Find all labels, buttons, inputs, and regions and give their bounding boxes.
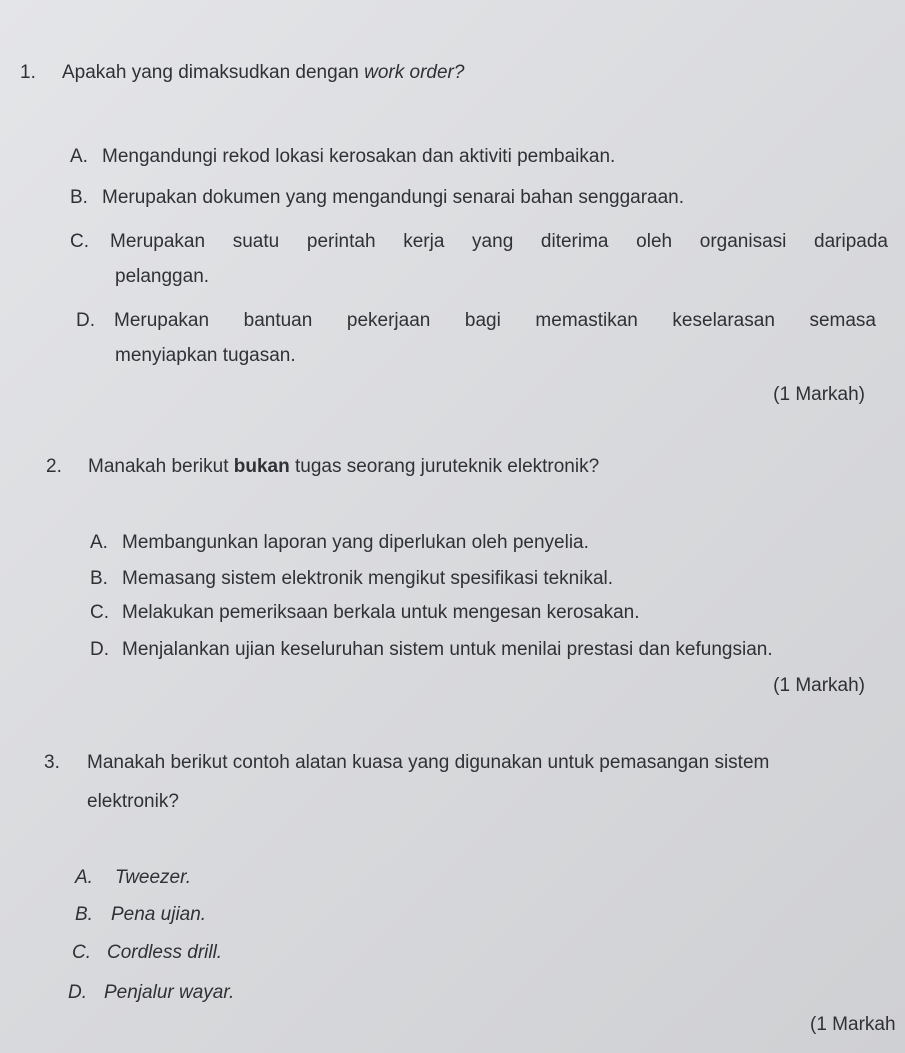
q2-text-bold: bukan <box>233 456 290 477</box>
q3-option-d: Penjalur wayar. <box>104 982 235 1003</box>
question-2-text <box>88 456 599 478</box>
q1-option-d-cont: menyiapkan tugasan. <box>115 345 296 366</box>
q1-option-b-letter: B. <box>70 187 88 208</box>
q1-marks: (1 Markah) <box>773 384 865 405</box>
q1-option-c-cont: pelanggan. <box>115 266 210 287</box>
question-1-text <box>62 62 464 84</box>
q2-marks: (1 Markah) <box>773 675 865 696</box>
question-3-text-cont: elektronik? <box>87 791 179 812</box>
q1-option-c-letter: C. <box>70 231 89 252</box>
q2-option-c-letter: C. <box>90 602 109 623</box>
q1-option-a: Mengandungi rekod lokasi kerosakan dan aktiviti pembaikan. <box>102 146 616 167</box>
q3-option-c: Cordless drill. <box>107 942 223 963</box>
q1-option-b: Merupakan dokumen yang mengandungi senarai bahan senggaraan. <box>102 187 685 208</box>
q2-option-b-letter: B. <box>90 568 108 589</box>
q1-option-d-letter: D. <box>76 310 95 331</box>
q1-option-c: Merupakan suatu perintah kerja yang diterima oleh organisasi daripada <box>110 231 888 252</box>
q3-option-d-letter: D. <box>68 982 87 1003</box>
q2-option-a-letter: A. <box>90 532 108 553</box>
q3-marks: (1 Markah <box>810 1014 896 1035</box>
q2-option-d-letter: D. <box>90 639 109 660</box>
q2-option-a: Membangunkan laporan yang diperlukan oleh penyelia. <box>122 532 589 553</box>
question-1-number: 1. <box>20 62 36 83</box>
q3-option-a: Tweezer. <box>115 867 192 888</box>
q1-option-d: Merupakan bantuan pekerjaan bagi memastikan keselarasan semasa <box>114 310 876 331</box>
question-1-text-prefix: Apakah yang dimaksudkan dengan <box>62 62 365 83</box>
q2-text-prefix: Manakah berikut <box>88 456 234 477</box>
q2-option-d: Menjalankan ujian keseluruhan sistem untuk menilai prestasi dan kefungsian. <box>122 639 773 660</box>
q3-option-b: Pena ujian. <box>111 904 207 925</box>
q3-option-a-letter: A. <box>75 867 93 888</box>
q2-option-c: Melakukan pemeriksaan berkala untuk mengesan kerosakan. <box>122 602 640 623</box>
question-3-text: Manakah berikut contoh alatan kuasa yang digunakan untuk pemasangan sistem <box>87 752 770 773</box>
q3-option-c-letter: C. <box>72 942 91 963</box>
question-2-number: 2. <box>46 456 62 477</box>
q3-option-b-letter: B. <box>75 904 93 925</box>
question-1-text-italic: work order? <box>364 62 465 83</box>
question-3-number: 3. <box>44 752 60 773</box>
q1-option-a-letter: A. <box>70 146 88 167</box>
q2-option-b: Memasang sistem elektronik mengikut spesifikasi teknikal. <box>122 568 614 589</box>
q2-text-suffix: tugas seorang juruteknik elektronik? <box>289 456 600 477</box>
